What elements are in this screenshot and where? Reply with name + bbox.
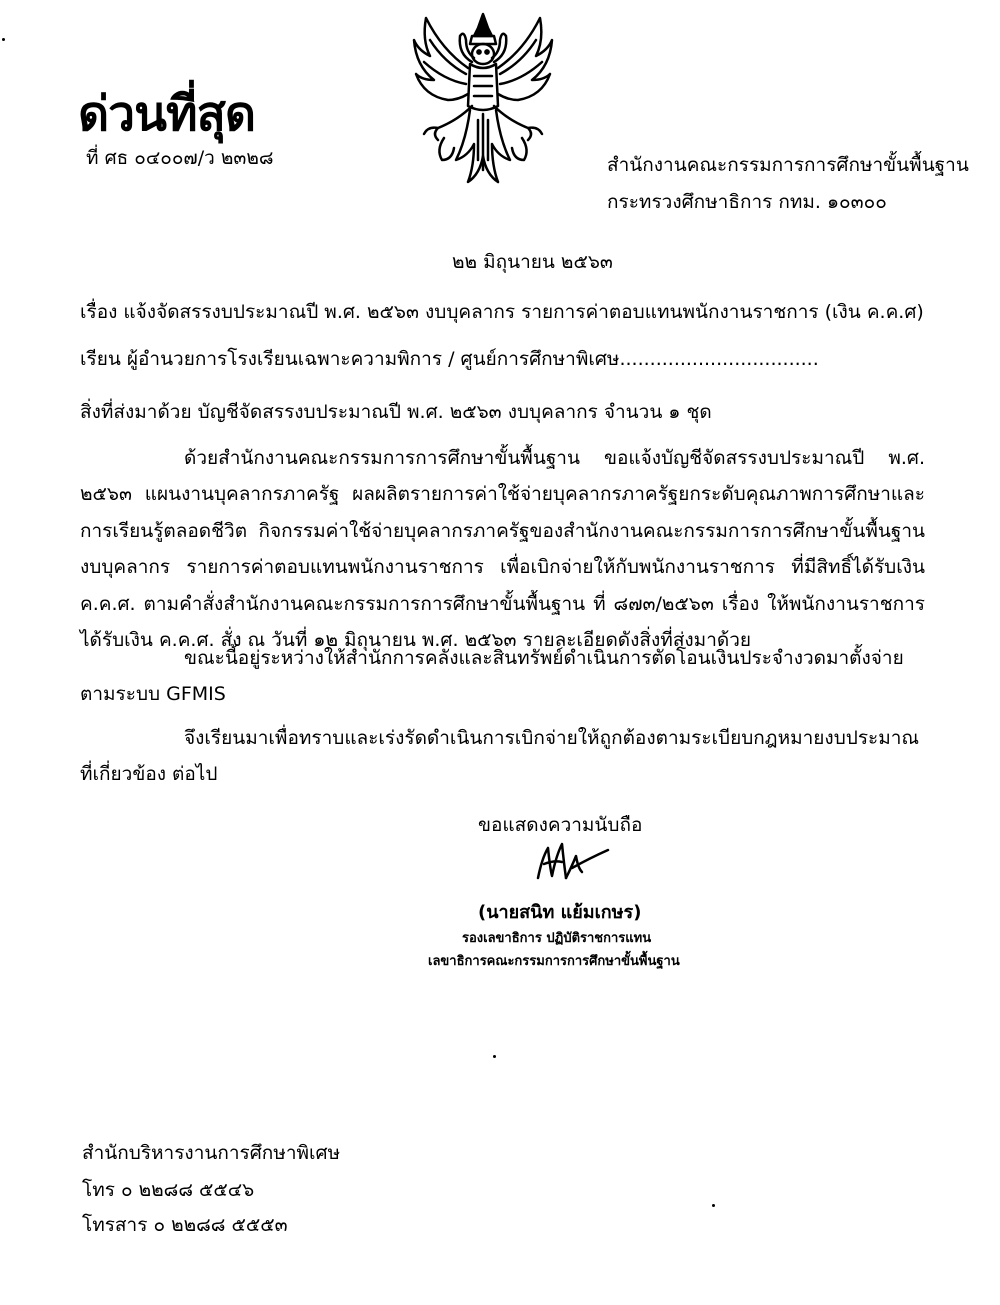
scan-speck bbox=[493, 1055, 496, 1058]
footer-phone: โทร ๐ ๒๒๘๘ ๕๕๔๖ bbox=[82, 1179, 255, 1201]
organization-address: กระทรวงศึกษาธิการ กทม. ๑๐๓๐๐ bbox=[607, 191, 887, 213]
scan-speck bbox=[712, 1204, 715, 1207]
letter-subject: เรื่อง แจ้งจัดสรรงบประมาณปี พ.ศ. ๒๕๖๓ งบบุคลากร รายการค่าตอบแทนพนักงานราชการ (เงิน ค.ค.ศ) bbox=[80, 301, 924, 323]
footer-fax: โทรสาร ๐ ๒๒๘๘ ๕๕๕๓ bbox=[82, 1214, 288, 1236]
urgency-stamp: ด่วนที่สุด bbox=[78, 86, 256, 142]
document-number: ที่ ศธ ๐๔๐๐๗/ว ๒๓๒๘ bbox=[86, 147, 274, 169]
body-paragraph-3: จึงเรียนมาเพื่อทราบและเร่งรัดดำเนินการเบิกจ่ายให้ถูกต้องตามระเบียบกฎหมายงบประมาณที่เกี่ยวข้อง ต่อไป bbox=[80, 727, 920, 786]
organization-name: สำนักงานคณะกรรมการการศึกษาขั้นพื้นฐาน bbox=[607, 154, 969, 176]
garuda-emblem-icon bbox=[408, 10, 558, 190]
letter-enclosure: สิ่งที่ส่งมาด้วย บัญชีจัดสรรงบประมาณปี พ.ศ. ๒๕๖๓ งบบุคลากร จำนวน ๑ ชุด bbox=[80, 401, 712, 423]
signatory-name: (นายสนิท แย้มเกษร) bbox=[478, 902, 642, 923]
scan-speck bbox=[2, 38, 5, 41]
signatory-position-1: รองเลขาธิการ ปฏิบัติราชการแทน bbox=[462, 931, 652, 946]
body-paragraph-1: ด้วยสำนักงานคณะกรรมการการศึกษาขั้นพื้นฐาน ขอแจ้งบัญชีจัดสรรงบประมาณปี พ.ศ. ๒๕๖๓ แผนงานบุคลากรภาครัฐ ผลผลิตรายการค่าใช้จ่ายบุคลากรภาครัฐยกระดับคุณภาพการศึกษาและการเรียนรู้ตลอดชีวิต กิจกรรมค่าใช้จ่ายบุคลากรภาครัฐของสำนักงานคณะกรรมการการศึกษาขั้นพื้นฐาน งบบุคลากร รายการค่าตอบแทนพนักงานราชการ เพื่อเบิกจ่ายให้กับพนักงานราชการ ที่มีสิทธิ์ได้รับเงิน ค.ค.ศ. ตามคำสั่งสำนักงานคณะกรรมการการศึกษาขั้นพื้นฐาน ที่ ๘๗๓/๒๕๖๓ เรื่อง ให้พนักงานราชการได้รับเงิน ค.ค.ศ. สั่ง ณ วันที่ ๑๒ มิถุนายน พ.ศ. ๒๕๖๓ รายละเอียดดังสิ่งที่ส่งมาด้วย bbox=[80, 447, 925, 652]
footer-department: สำนักบริหารงานการศึกษาพิเศษ bbox=[82, 1142, 341, 1164]
letter-date: ๒๒ มิถุนายน ๒๕๖๓ bbox=[452, 251, 613, 273]
closing-salutation: ขอแสดงความนับถือ bbox=[478, 814, 643, 836]
body-paragraph-2: ขณะนี้อยู่ระหว่างให้สำนักการคลังและสินทรัพย์ดำเนินการตัดโอนเงินประจำงวดมาตั้งจ่ายตามระบบ GFMIS bbox=[80, 647, 904, 706]
handwritten-signature-icon bbox=[532, 838, 612, 888]
letter-recipient: เรียน ผู้อำนวยการโรงเรียนเฉพาะความพิการ / ศูนย์การศึกษาพิเศษ................................. bbox=[80, 348, 819, 370]
signatory-position-2: เลขาธิการคณะกรรมการการศึกษาขั้นพื้นฐาน bbox=[428, 954, 680, 969]
